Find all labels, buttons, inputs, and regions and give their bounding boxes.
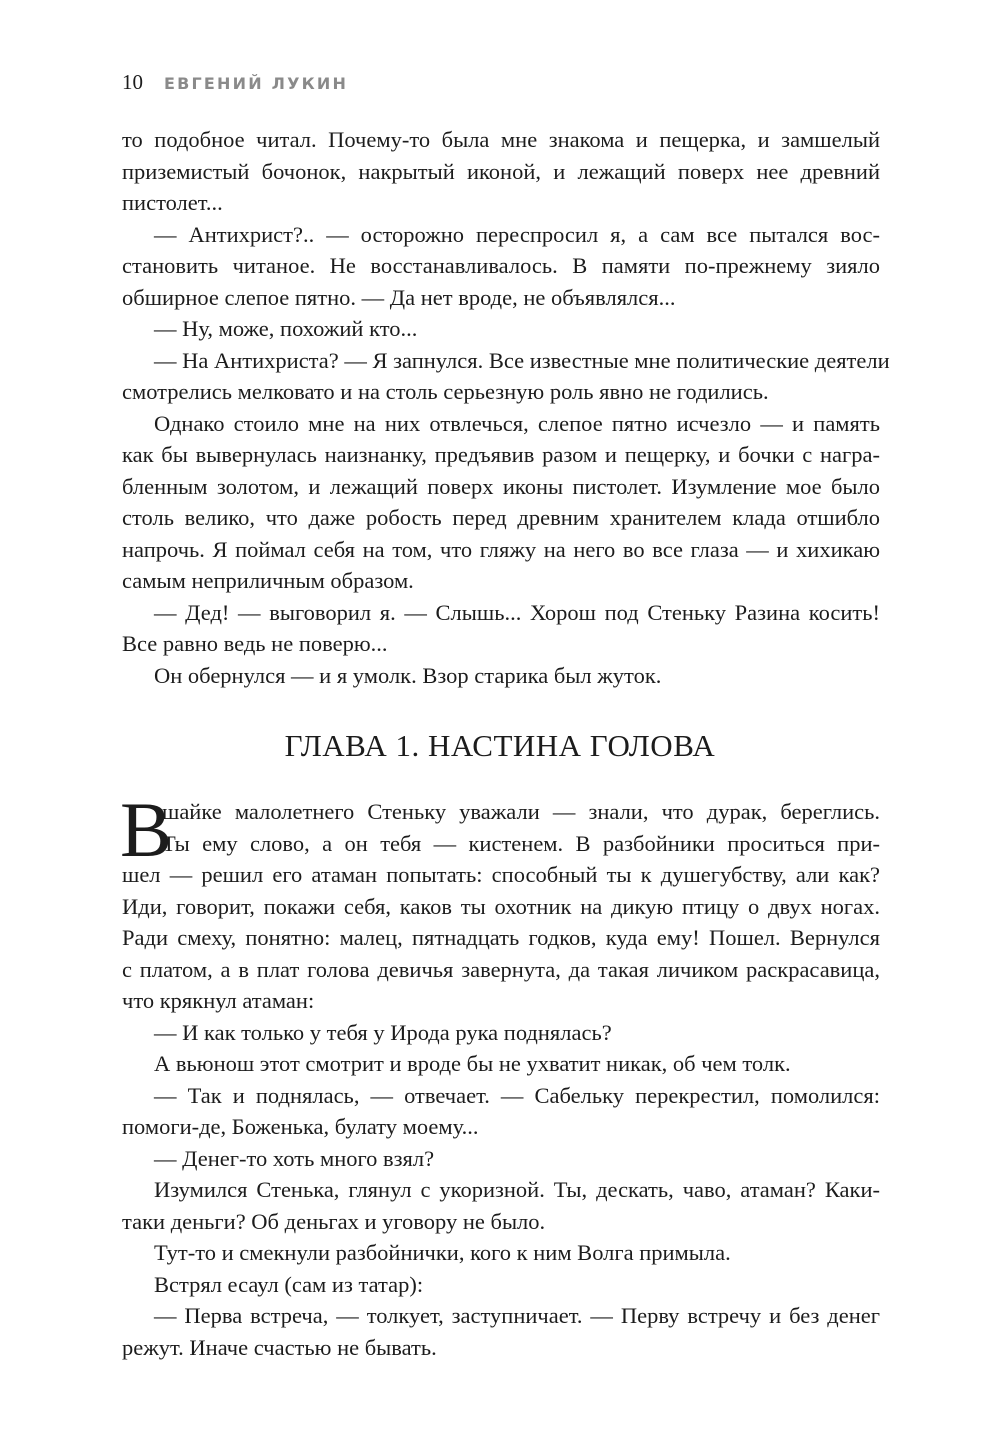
text-line: — Денег-то хоть много взял? xyxy=(154,1145,435,1171)
text-line: с платом, а в плат голова девичья завернута, да такая личиком раскрасавица, xyxy=(122,956,880,982)
text-line: — Ну, може, похожий кто... xyxy=(154,316,418,341)
text-line: напрочь. Я поймал себя на том, что гляжу на него во все глаза — и хихикаю xyxy=(122,536,880,562)
text-line: Он обернулся — и я умолк. Взор старика был жуток. xyxy=(154,662,662,688)
drop-cap: В xyxy=(120,786,173,873)
text-line: Тут-то и смекнули разбойнички, кого к ним Волга примыла. xyxy=(154,1240,731,1265)
text-line: самым неприличным образом. xyxy=(122,568,414,593)
text-line: Иди, говорит, покажи себя, каков ты охотник на дикую птицу о двух ногах. xyxy=(122,893,880,919)
text-line: Все равно ведь не поверю... xyxy=(122,631,388,656)
text-line: пистолет... xyxy=(122,190,223,215)
text-line: бленным золотом, и лежащий поверх иконы пистолет. Изумление мое было xyxy=(122,473,880,499)
text-line: смотрелись мелковато и на столь серьезную роль явно не годились. xyxy=(122,379,769,404)
text-line: то подобное читал. Почему-то была мне знакома и пещерка, и замшелый xyxy=(122,127,880,152)
text-line: приземистый бочонок, накрытый иконой, и лежащий поверх нее древний xyxy=(122,158,880,184)
running-header-author: ЕВГЕНИЙ ЛУКИН xyxy=(164,74,349,93)
text-line: шайке малолетнего Стеньку уважали — знали, что дурак, береглись. xyxy=(162,799,880,824)
text-line: Ты ему слово, а он тебя — кистенем. В разбойники проситься при- xyxy=(162,830,880,856)
text-line: режут. Иначе счастью не бывать. xyxy=(122,1334,437,1360)
text-line: Однако стоило мне на них отвлечься, слепое пятно исчезло — и память xyxy=(154,410,880,436)
text-line: Встрял есаул (сам из татар): xyxy=(154,1271,424,1297)
chapter-title: ГЛАВА 1. НАСТИНА ГОЛОВА xyxy=(284,728,716,763)
text-block-prologue-end xyxy=(122,124,890,691)
text-line: помоги-де, Боженька, булату моему... xyxy=(122,1114,479,1139)
text-line: столь велико, что даже робость перед древним хранителем клада отшибло xyxy=(122,505,880,530)
page-number: 10 xyxy=(122,70,143,94)
text-line: шел — решил его атаман попытать: способный ты к душегубству, али как? xyxy=(122,862,880,887)
text-line: обширное слепое пятно. — Да нет вроде, не объявлялся... xyxy=(122,284,676,310)
text-line: Ради смеху, понятно: малец, пятнадцать годков, куда ему! Пошел. Вернулся xyxy=(122,925,880,950)
text-line: А вьюнош этот смотрит и вроде бы не ухватит никак, об чем толк. xyxy=(154,1051,791,1076)
text-block-chapter-1 xyxy=(120,786,880,1363)
text-line: становить читаное. Не восстанавливалось. В памяти по-прежнему зияло xyxy=(122,253,880,278)
text-line: — Так и поднялась, — отвечает. — Сабельку перекрестил, помолился: xyxy=(154,1082,880,1108)
text-line: — Перва встреча, — толкует, заступничает. — Перву встречу и без денег xyxy=(154,1303,880,1328)
text-line: — Антихрист?.. — осторожно переспросил я, а сам все пытался вос- xyxy=(154,221,880,247)
text-line: таки деньги? Об деньгах и уговору не было. xyxy=(122,1208,546,1234)
text-line: что крякнул атаман: xyxy=(122,988,315,1013)
running-header xyxy=(122,70,348,95)
text-line: — И как только у тебя у Ирода рука поднялась? xyxy=(154,1019,612,1045)
text-line: — Дед! — выговорил я. — Слышь... Хорош под Стеньку Разина косить! xyxy=(154,599,880,625)
text-line: — На Антихриста? — Я запнулся. Все известные мне политические деятели xyxy=(154,347,890,373)
text-line: Изумился Стенька, глянул с укоризной. Ты, дескать, чаво, атаман? Каки- xyxy=(154,1177,880,1202)
text-line: как бы вывернулась наизнанку, предъявив разом и пещерку, и бочки с награ- xyxy=(122,442,880,467)
